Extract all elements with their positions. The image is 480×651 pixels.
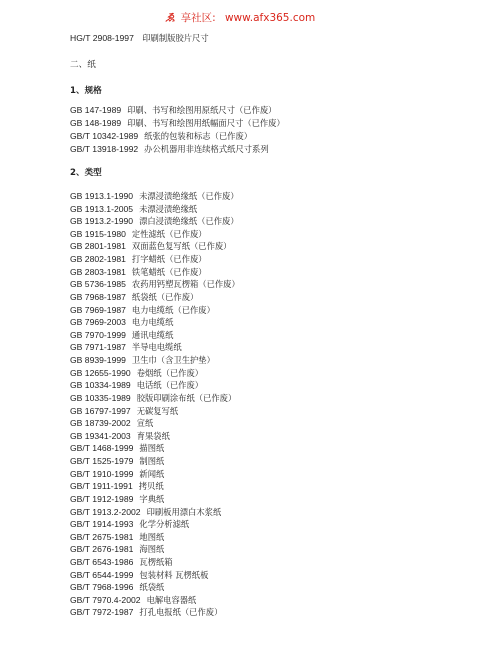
standard-title: 电话纸（已作废） <box>136 380 204 391</box>
standard-title: 漂白浸渍绝缘纸（已作废） <box>139 216 239 227</box>
standard-title: 定性滤纸（已作废） <box>131 228 207 239</box>
standard-code: GB 7969-1987 <box>70 304 126 315</box>
standard-entry <box>70 417 153 429</box>
standard-entry <box>70 480 164 492</box>
standard-code: GB/T 10342-1989 <box>70 131 139 142</box>
standard-entry <box>70 278 240 290</box>
standard-code: GB 10334-1989 <box>70 380 131 391</box>
standard-title: 制图纸 <box>139 456 165 467</box>
standard-entry <box>70 190 239 202</box>
standard-code: GB/T 7970.4-2002 <box>70 594 141 605</box>
standard-entry <box>70 442 164 454</box>
standard-title: 纸袋纸 <box>139 582 165 593</box>
standard-code: GB 2803-1981 <box>70 266 126 277</box>
standard-title: 描图纸 <box>139 443 165 454</box>
standard-code: GB 7968-1987 <box>70 291 126 302</box>
standard-entry <box>70 117 285 129</box>
standard-title: 打字蜡纸（已作废） <box>131 254 207 265</box>
standard-entry <box>70 556 173 568</box>
standard-code: GB 19341-2003 <box>70 430 131 441</box>
standard-title: 瓦楞纸箱 <box>139 556 173 567</box>
standard-code: GB 16797-1997 <box>70 405 131 416</box>
standard-code: GB/T 1913.2-2002 <box>70 506 141 517</box>
standard-title: 卫生巾（含卫生护垫） <box>131 355 215 366</box>
standard-entry <box>70 518 189 530</box>
standard-title: 印刷、书写和绘图用原纸尺寸（已作废） <box>127 105 277 115</box>
standard-entry <box>70 367 203 379</box>
standard-entry <box>70 215 239 227</box>
standard-entry <box>70 329 173 341</box>
standard-code: GB 1913.2-1990 <box>70 216 134 227</box>
standard-title: 化学分析滤纸 <box>139 519 190 530</box>
standard-title: 印刷制版胶片尺寸 <box>142 33 209 43</box>
standard-code: GB 148-1989 <box>70 118 122 129</box>
standard-title: 半导电电缆纸 <box>131 342 182 353</box>
standard-title: 卷烟纸（已作废） <box>136 367 204 378</box>
standard-title: 纸袋纸（已作废） <box>131 291 199 302</box>
standard-code: GB/T 1914-1993 <box>70 519 134 530</box>
standard-entry <box>70 316 173 328</box>
standard-entry <box>70 531 164 543</box>
site-logo: ゑ <box>164 12 176 24</box>
standard-entry <box>70 143 269 155</box>
standard-entry <box>70 569 208 581</box>
standard-entry <box>70 606 222 618</box>
standard-code: GB/T 1525-1979 <box>70 456 134 467</box>
standard-code: GB/T 2676-1981 <box>70 544 134 555</box>
standard-entry <box>70 493 164 505</box>
standard-entry <box>70 304 215 316</box>
standard-code: GB 7971-1987 <box>70 342 126 353</box>
standard-title: 未漂浸渍绝缘纸（已作废） <box>139 191 239 201</box>
standard-code: GB 7970-1999 <box>70 329 126 340</box>
standard-title: 铁笔蜡纸（已作废） <box>131 266 207 277</box>
site-url-link[interactable]: www.afx365.com <box>224 12 316 24</box>
standard-code: HG/T 2908-1997 <box>70 33 134 43</box>
standard-code: GB/T 1910-1999 <box>70 468 134 479</box>
subsection-heading-spec: 1、规格 <box>70 86 102 96</box>
standard-code: GB/T 1912-1989 <box>70 493 134 504</box>
standard-code: GB/T 13918-1992 <box>70 144 139 155</box>
standard-code: GB/T 7972-1987 <box>70 607 134 618</box>
standard-entry <box>70 266 207 278</box>
standard-entry <box>70 581 164 593</box>
standard-title: 宣纸 <box>136 418 154 429</box>
intro-line <box>70 32 209 44</box>
standard-title: 海图纸 <box>139 544 165 555</box>
standard-entry <box>70 430 170 442</box>
standard-code: GB 18739-2002 <box>70 418 131 429</box>
site-name: 享社区: <box>180 12 216 24</box>
standard-code: GB 5736-1985 <box>70 279 126 290</box>
standard-code: GB/T 7968-1996 <box>70 582 134 593</box>
standard-title: 电解电容器纸 <box>146 594 197 605</box>
standard-code: GB 147-1989 <box>70 105 122 115</box>
standard-code: GB 7969-2003 <box>70 317 126 328</box>
standard-title: 地图纸 <box>139 531 165 542</box>
standard-code: GB 2802-1981 <box>70 254 126 265</box>
standard-title: 农药用钙塑瓦楞箱（已作废） <box>131 279 240 290</box>
standard-code: GB/T 1911-1991 <box>70 481 133 492</box>
standard-code: GB 1913.1-2005 <box>70 203 134 214</box>
standard-code: GB/T 1468-1999 <box>70 443 134 454</box>
standard-title: 未漂浸渍绝缘纸 <box>139 203 198 214</box>
standard-entry <box>70 405 178 417</box>
standard-entry <box>70 379 203 391</box>
standard-entry <box>70 130 252 142</box>
standard-title: 无碳复写纸 <box>136 405 179 416</box>
standard-title: 印刷、书写和绘图用纸幅面尺寸（已作废） <box>127 118 285 129</box>
standard-title: 双面蓝色复写纸（已作废） <box>131 241 232 252</box>
standard-entry <box>70 594 196 606</box>
standard-title: 印刷板用漂白木浆纸 <box>146 506 222 517</box>
standard-code: GB/T 2675-1981 <box>70 531 134 542</box>
standard-code: GB/T 6544-1999 <box>70 569 134 580</box>
standard-entry <box>70 341 182 353</box>
standard-title: 新闻纸 <box>139 468 165 479</box>
standard-entry <box>70 203 197 215</box>
subsection-heading-type: 2、类型 <box>70 168 102 178</box>
standard-entry <box>70 506 221 518</box>
standard-title: 电力电缆纸（已作废） <box>131 304 215 315</box>
standard-code: GB/T 6543-1986 <box>70 556 134 567</box>
standard-entry <box>70 291 198 303</box>
standard-title: 胶版印刷涂布纸（已作废） <box>136 392 237 403</box>
standard-entry <box>70 468 164 480</box>
standard-title: 通讯电缆纸 <box>131 329 174 340</box>
standard-code: GB 1915-1980 <box>70 228 126 239</box>
standard-entry <box>70 543 164 555</box>
standard-entry <box>70 354 215 366</box>
standard-code: GB 1913.1-1990 <box>70 191 134 201</box>
standard-code: GB 12655-1990 <box>70 367 131 378</box>
section-heading-paper: 二、纸 <box>70 60 96 70</box>
standard-entry <box>70 253 207 265</box>
standard-title: 办公机器用非连续格式纸尺寸系列 <box>144 144 269 155</box>
standard-title: 电力电缆纸 <box>131 317 174 328</box>
standard-entry <box>70 392 236 404</box>
standard-title: 字典纸 <box>139 493 165 504</box>
standard-code: GB 10335-1989 <box>70 392 131 403</box>
standard-title: 纸张的包装和标志（已作废） <box>144 131 253 142</box>
standard-title: 拷贝纸 <box>138 481 164 492</box>
standard-title: 打孔电报纸（已作废） <box>139 607 223 618</box>
standard-title: 育果袋纸 <box>136 430 170 441</box>
standard-entry <box>70 228 207 240</box>
standard-entry <box>70 104 276 116</box>
standard-code: GB 2801-1981 <box>70 241 126 252</box>
standard-code: GB 8939-1999 <box>70 355 126 366</box>
page-header <box>0 10 480 25</box>
standard-title: 包装材料 瓦楞纸板 <box>139 569 209 580</box>
standard-entry <box>70 455 164 467</box>
standard-entry <box>70 240 231 252</box>
